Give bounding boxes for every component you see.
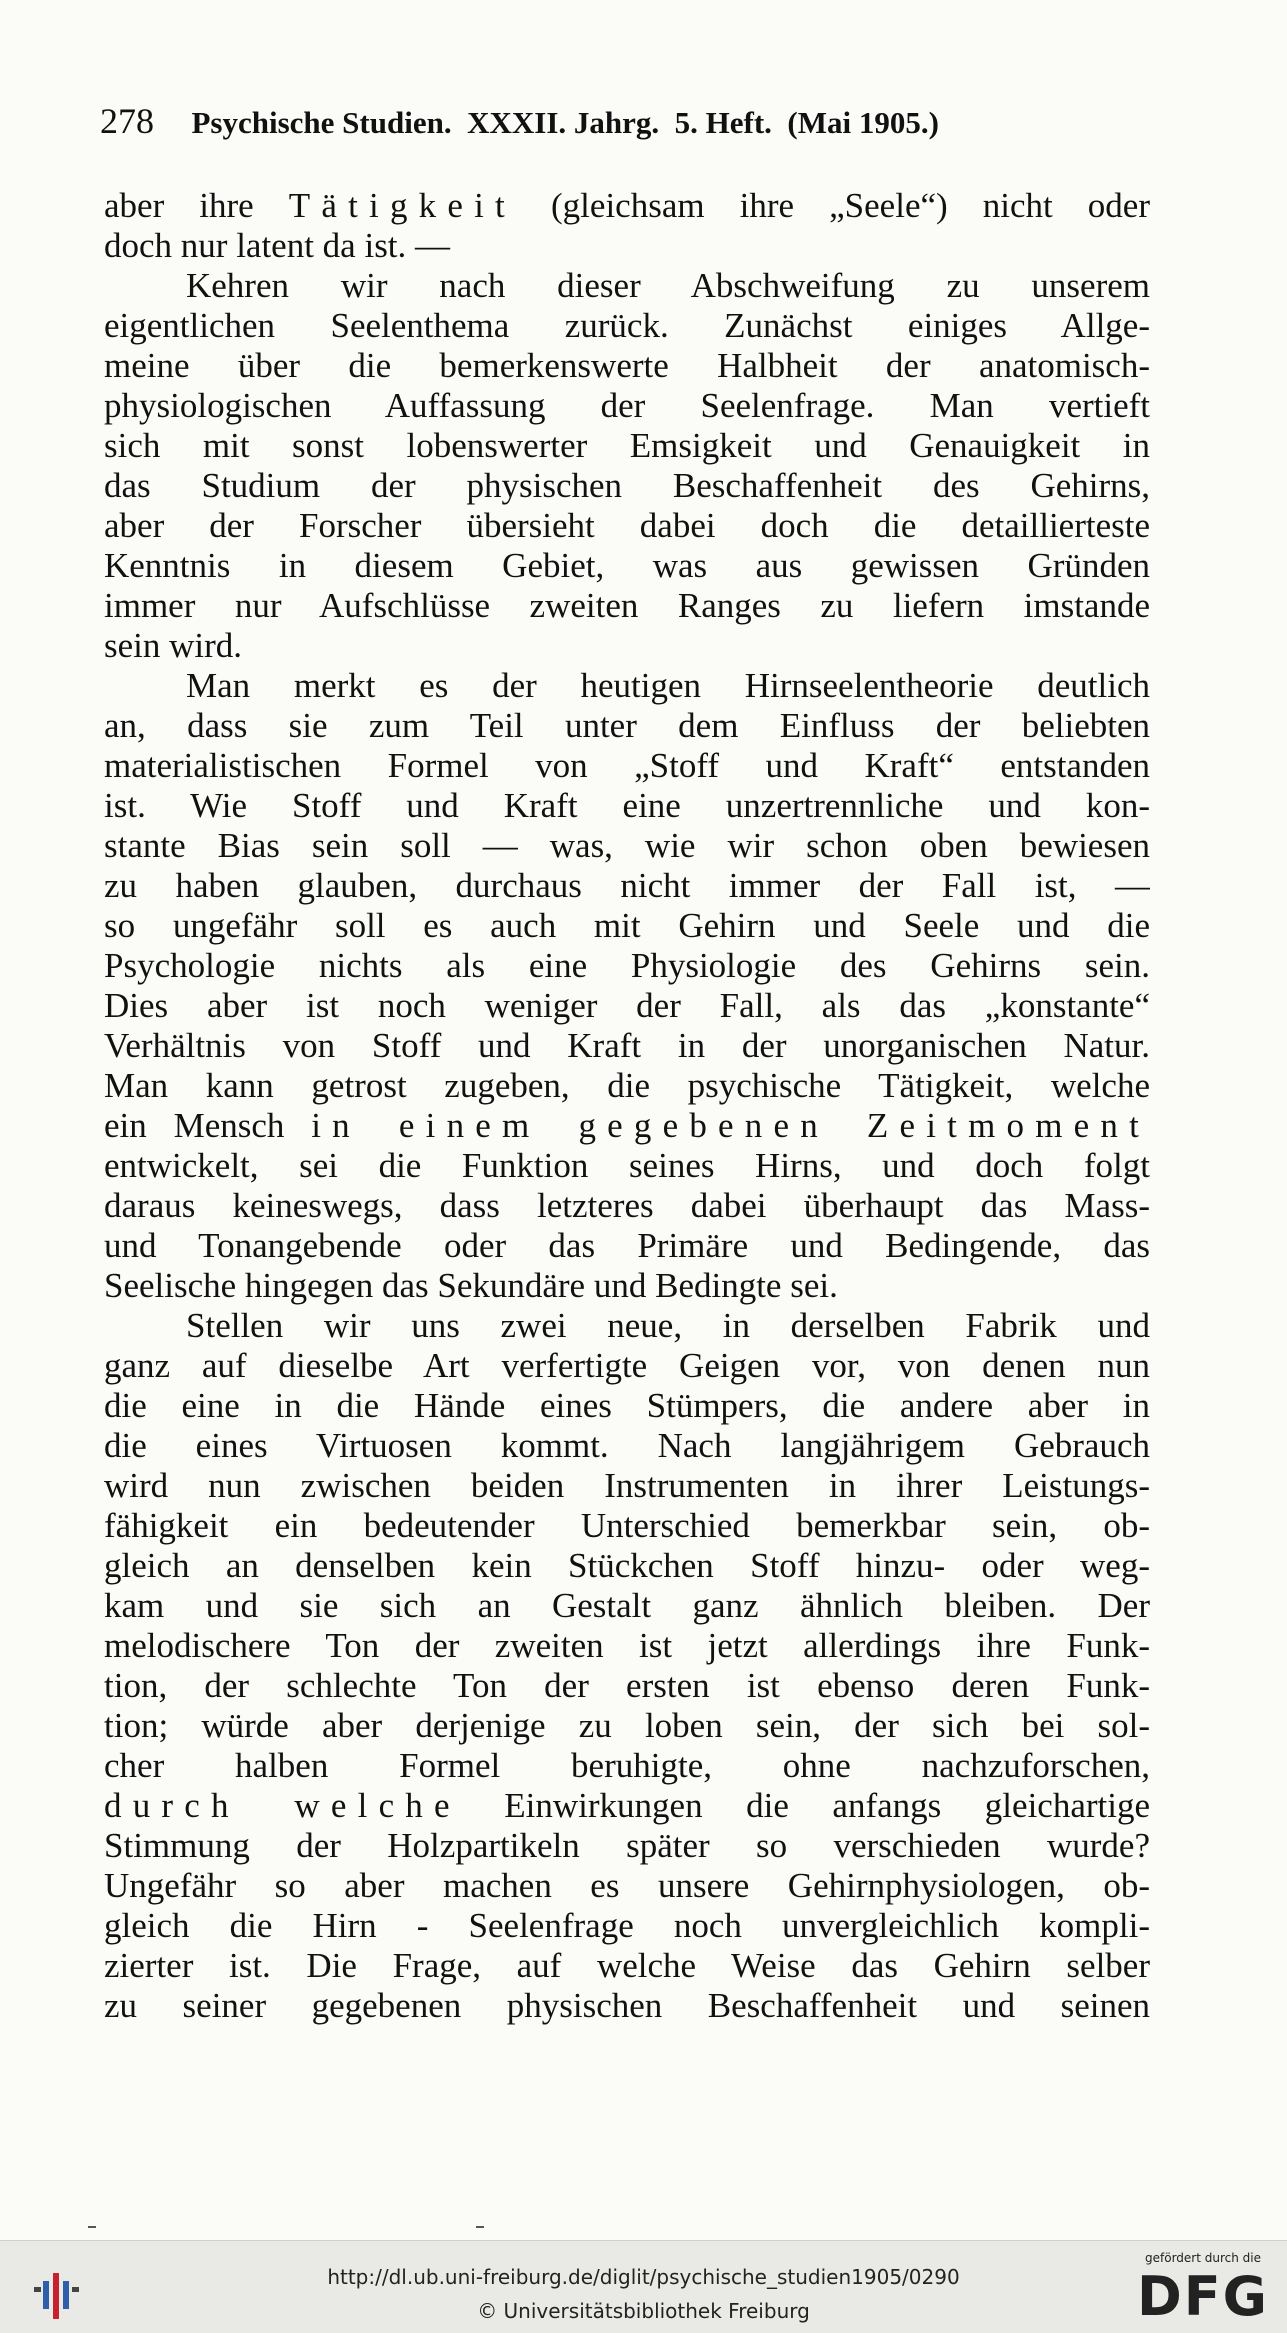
text-run: Stellen wir uns zwei neue, in derselben Fabrik und <box>186 1306 1150 1345</box>
text-run: tion, der schlechte Ton der ersten ist ebenso deren Funk- <box>104 1666 1150 1705</box>
text-run: Kenntnis in diesem Gebiet, was aus gewissen Gründen <box>104 546 1150 585</box>
text-run: ein Mensch <box>104 1106 312 1145</box>
text-run: doch nur latent da ist. — <box>104 226 451 265</box>
text-line <box>104 1466 1150 1506</box>
text-line <box>104 1306 1150 1346</box>
text-line <box>104 706 1150 746</box>
text-run: die eine in die Hände eines Stümpers, die andere aber in <box>104 1386 1150 1425</box>
text-line <box>104 1186 1150 1226</box>
dfg-badge <box>1133 2251 1273 2329</box>
text-line <box>104 346 1150 386</box>
text-run: zierter ist. Die Frage, auf welche Weise das Gehirn selber <box>104 1946 1150 1985</box>
text-run: so ungefähr soll es auch mit Gehirn und Seele und die <box>104 906 1150 945</box>
source-url-link[interactable]: http://dl.ub.uni-freiburg.de/diglit/psychische_studien1905/0290 <box>327 2265 960 2289</box>
text-line <box>104 266 1150 306</box>
text-line <box>104 1426 1150 1466</box>
text-line <box>104 1226 1150 1266</box>
text-run: gleich an denselben kein Stückchen Stoff hinzu- oder weg- <box>104 1546 1150 1585</box>
text-run: immer nur Aufschlüsse zweiten Ranges zu liefern imstande <box>104 586 1150 625</box>
text-run: ganz auf dieselbe Art verfertigte Geigen vor, von denen nun <box>104 1346 1150 1385</box>
text-run: gleich die Hirn - Seelenfrage noch unvergleichlich kompli- <box>104 1906 1150 1945</box>
text-line <box>104 306 1150 346</box>
text-line <box>104 426 1150 466</box>
text-line <box>104 1066 1150 1106</box>
text-run: stante Bias sein soll — was, wie wir schon oben bewiesen <box>104 826 1150 865</box>
text-line <box>104 1826 1150 1866</box>
text-run: meine über die bemerkenswerte Halbheit der anatomisch- <box>104 346 1150 385</box>
dfg-tagline: gefördert durch die <box>1145 2251 1261 2265</box>
text-line <box>104 1946 1150 1986</box>
text-line <box>104 1506 1150 1546</box>
text-run: physiologischen Auffassung der Seelenfrage. Man vertieft <box>104 386 1150 425</box>
text-run: Stimmung der Holzpartikeln später so verschieden wurde? <box>104 1826 1150 1865</box>
text-run: Psychologie nichts als eine Physiologie des Gehirns sein. <box>104 946 1150 985</box>
spaced-emphasis: Tätigkeit <box>288 186 516 225</box>
running-title: Psychische Studien. XXXII. Jahrg. 5. Heft. (Mai 1905.) <box>191 105 939 140</box>
text-line <box>104 506 1150 546</box>
text-line <box>104 1386 1150 1426</box>
text-line <box>104 786 1150 826</box>
text-line <box>104 1346 1150 1386</box>
text-run: materialistischen Formel von „Stoff und Kraft“ entstanden <box>104 746 1150 785</box>
spaced-emphasis: in einem gegebenen Zeitmoment <box>311 1106 1150 1145</box>
text-run: sein wird. <box>104 626 243 665</box>
text-run: entwickelt, sei die Funktion seines Hirns, und doch folgt <box>104 1146 1150 1185</box>
text-run: kam und sie sich an Gestalt ganz ähnlich bleiben. Der <box>104 1586 1150 1625</box>
text-run: Einwirkungen die anfangs gleichartige <box>460 1786 1150 1825</box>
text-line <box>104 906 1150 946</box>
digitization-footer <box>0 2240 1287 2333</box>
text-line <box>104 1146 1150 1186</box>
text-line <box>104 586 1150 626</box>
text-line <box>104 1706 1150 1746</box>
text-run: tion; würde aber derjenige zu loben sein, der sich bei sol- <box>104 1706 1150 1745</box>
text-line <box>104 1026 1150 1066</box>
text-run: Dies aber ist noch weniger der Fall, als das „konstante“ <box>104 986 1150 1025</box>
text-run: die eines Virtuosen kommt. Nach langjährigem Gebrauch <box>104 1426 1150 1465</box>
text-run: daraus keineswegs, dass letzteres dabei überhaupt das Mass- <box>104 1186 1150 1225</box>
text-line <box>104 1626 1150 1666</box>
text-run: und Tonangebende oder das Primäre und Bedingende, das <box>104 1226 1150 1265</box>
text-run: (gleichsam ihre „Seele“) nicht oder <box>515 186 1150 225</box>
text-run: Seelische hingegen das Sekundäre und Bedingte sei. <box>104 1266 838 1305</box>
text-run: Ungefähr so aber machen es unsere Gehirnphysiologen, ob- <box>104 1866 1150 1905</box>
running-header <box>100 100 1180 150</box>
text-run: Man kann getrost zugeben, die psychische Tätigkeit, welche <box>104 1066 1150 1105</box>
text-run: ist. Wie Stoff und Kraft eine unzertrennliche und kon- <box>104 786 1150 825</box>
text-line <box>104 666 1150 706</box>
text-line <box>104 1746 1150 1786</box>
scan-marks <box>0 2226 1287 2232</box>
text-run: aber der Forscher übersieht dabei doch die detaillierteste <box>104 506 1150 545</box>
text-line <box>104 866 1150 906</box>
text-line <box>104 1586 1150 1626</box>
text-run: melodischere Ton der zweiten ist jetzt allerdings ihre Funk- <box>104 1626 1150 1665</box>
text-line <box>104 466 1150 506</box>
text-line <box>104 1546 1150 1586</box>
text-run: fähigkeit ein bedeutender Unterschied bemerkbar sein, ob- <box>104 1506 1150 1545</box>
copyright-notice: © Universitätsbibliothek Freiburg <box>477 2299 810 2323</box>
text-line <box>104 226 1150 266</box>
text-line <box>104 546 1150 586</box>
text-line <box>104 1906 1150 1946</box>
text-line <box>104 1666 1150 1706</box>
text-line <box>104 1786 1150 1826</box>
text-line <box>104 826 1150 866</box>
text-line <box>104 386 1150 426</box>
body-text <box>104 186 1150 2026</box>
dfg-logo-icon: DFG <box>1136 2265 1270 2328</box>
text-line <box>104 986 1150 1026</box>
text-run: das Studium der physischen Beschaffenheit des Gehirns, <box>104 466 1150 505</box>
text-line <box>104 1866 1150 1906</box>
text-run: Kehren wir nach dieser Abschweifung zu unserem <box>186 266 1150 305</box>
text-run: sich mit sonst lobenswerter Emsigkeit und Genauigkeit in <box>104 426 1150 465</box>
text-line <box>104 1986 1150 2026</box>
text-line <box>104 626 1150 666</box>
text-run: Verhältnis von Stoff und Kraft in der unorganischen Natur. <box>104 1026 1150 1065</box>
text-line <box>104 946 1150 986</box>
text-run: an, dass sie zum Teil unter dem Einfluss der beliebten <box>104 706 1150 745</box>
spaced-emphasis: durch welche <box>104 1786 461 1825</box>
text-line <box>104 1266 1150 1306</box>
text-line <box>104 186 1150 226</box>
text-run: zu seiner gegebenen physischen Beschaffenheit und seinen <box>104 1986 1150 2025</box>
text-line <box>104 746 1150 786</box>
text-run: cher halben Formel beruhigte, ohne nachzuforschen, <box>104 1746 1150 1785</box>
text-line <box>104 1106 1150 1146</box>
text-run: Man merkt es der heutigen Hirnseelentheorie deutlich <box>186 666 1150 705</box>
page-number: 278 <box>100 101 154 141</box>
text-run: aber ihre <box>104 186 289 225</box>
text-run: eigentlichen Seelenthema zurück. Zunächst einiges Allge- <box>104 306 1150 345</box>
text-run: zu haben glauben, durchaus nicht immer der Fall ist, — <box>104 866 1150 905</box>
text-run: wird nun zwischen beiden Instrumenten in ihrer Leistungs- <box>104 1466 1150 1505</box>
